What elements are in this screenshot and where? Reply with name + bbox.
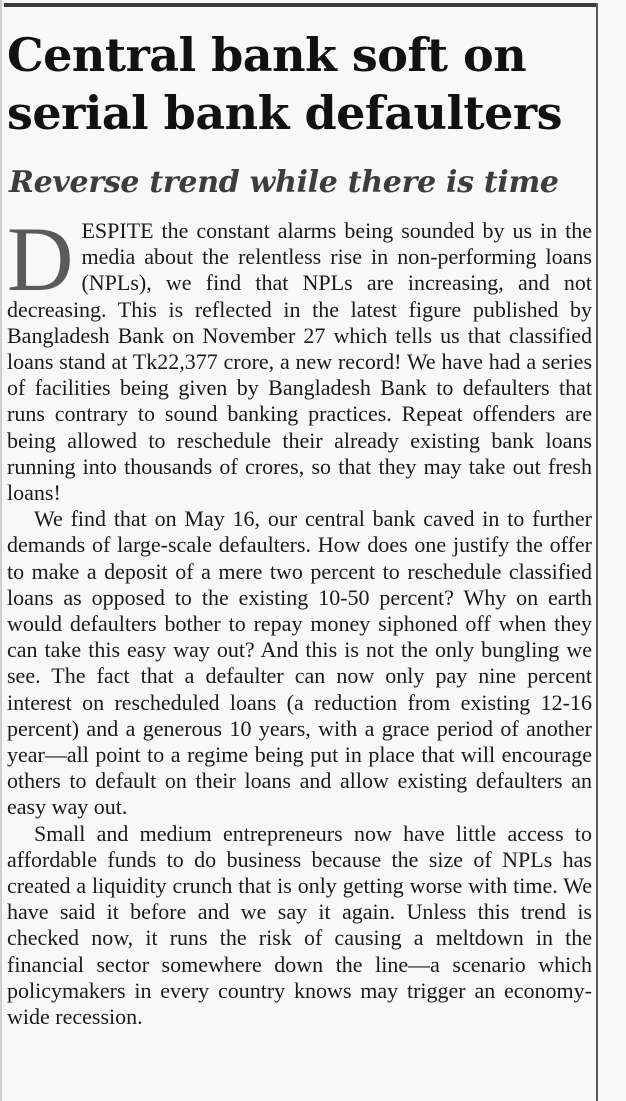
paragraph-3: Small and medium entrepreneurs now have little access to affordable funds to do business because the size of NPLs has created a liquidity crunch that is only getting worse with time. We have said it before and we say it again. Unless this trend is checked now, it runs the risk of causing a meltdown in the financial sector somewhere down the line—a scenario which policymakers in every country knows may trigger an economy-wide recession. — [7, 820, 592, 1030]
paragraph-1-text: ESPITE the constant alarms being sounded by us in the media about the relentless rise in non-performing loans (NPLs), we find that NPLs are increasing, and not decreasing. This is reflected in the latest figure published by Bangladesh Bank on November 27 which tells us that classified loans stand at Tk22,377 crore, a new record! We have had a series of facilities being given by Bangladesh Bank to defaulters that runs contrary to sound banking practices. Repeat offenders are being allowed to reschedule their already existing bank loans running into thousands of crores, so that they may take out fresh loans! — [7, 218, 592, 506]
left-border — [0, 0, 2, 1101]
paragraph-1 — [7, 208, 592, 506]
paragraph-2: We find that on May 16, our central bank caved in to further demands of large-scale defaulters. How does one justify the offer to make a deposit of a mere two percent to reschedule classified loans as opposed to the existing 10-50 percent? Why on earth would defaulters bother to repay money siphoned off when they can take this easy way out? And this is not the only bungling we see. The fact that a defaulter can now only pay nine percent interest on rescheduled loans (a reduction from existing 12-16 percent) and a generous 10 years, with a grace period of another year—all point to a regime being put in place that will encourage others to default on their loans and allow existing defaulters an easy way out. — [7, 506, 592, 820]
article-body — [7, 208, 592, 1030]
drop-cap: D — [7, 208, 74, 310]
column-rule — [596, 3, 598, 1101]
top-rule — [4, 3, 598, 7]
subheadline: Reverse trend while there is time — [9, 165, 559, 200]
headline: Central bank soft on serial bank defaulters — [7, 28, 563, 140]
